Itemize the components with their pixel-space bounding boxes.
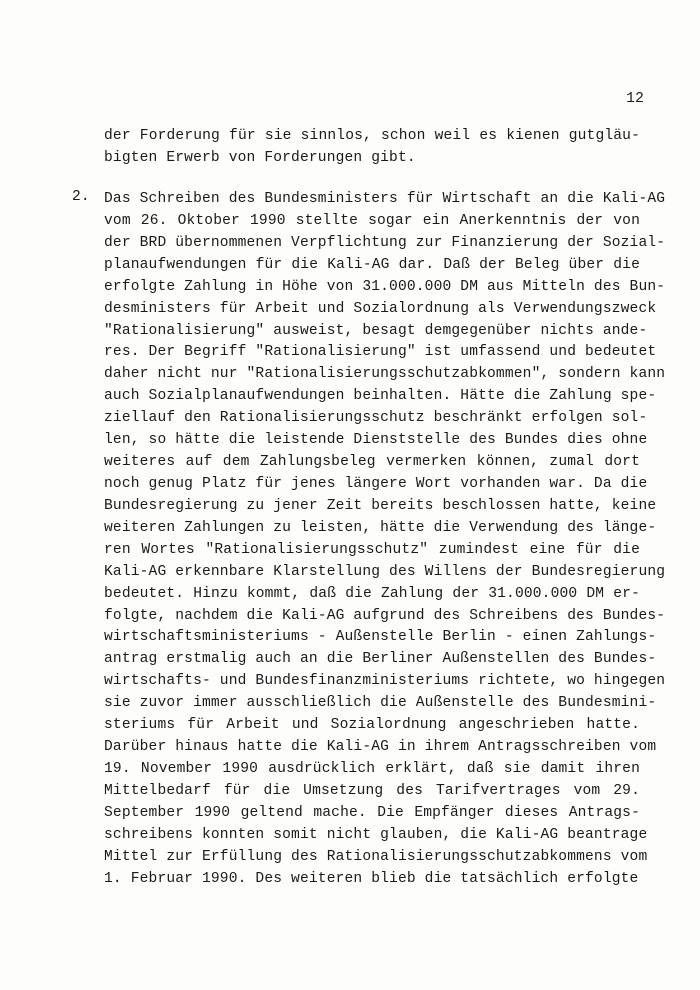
- text-line: vom 26. Oktober 1990 stellte sogar ein Anerkenntnis der von: [104, 212, 640, 229]
- text-line: daher nicht nur "Rationalisierungsschutzabkommen", sondern kann: [104, 366, 666, 383]
- text-line: bedeutet. Hinzu kommt, daß die Zahlung der 31.000.000 DM er-: [104, 585, 640, 602]
- text-line: steriums für Arbeit und Sozialordnung angeschrieben hatte.: [104, 717, 640, 734]
- text-line: schreibens konnten somit nicht glauben, die Kali-AG beantrage: [104, 826, 648, 843]
- text-line: res. Der Begriff "Rationalisierung" ist umfassend und bedeutet: [104, 344, 657, 361]
- list-item-number: 2.: [72, 189, 90, 205]
- text-line: wirtschaftsministeriums - Außenstelle Berlin - einen Zahlungs-: [104, 629, 657, 646]
- text-line: 19. November 1990 ausdrücklich erklärt, daß sie damit ihren: [104, 760, 640, 777]
- text-line: sie zuvor immer ausschließlich die Außenstelle des Bundesmini-: [104, 695, 657, 712]
- text-line: 1. Februar 1990. Des weiteren blieb die tatsächlich erfolgte: [104, 870, 639, 887]
- text-line: Kali-AG erkennbare Klarstellung des Willens der Bundesregierung: [104, 563, 666, 580]
- text-line: Darüber hinaus hatte die Kali-AG in ihrem Antragsschreiben vom: [104, 739, 657, 756]
- text-line: Mittel zur Erfüllung des Rationalisierungsschutzabkommens vom: [104, 848, 648, 865]
- text-line: planaufwendungen für die Kali-AG dar. Daß der Beleg über die: [104, 256, 640, 273]
- text-line: weiteres auf dem Zahlungsbeleg vermerken können, zumal dort: [104, 454, 640, 471]
- text-line: September 1990 geltend mache. Die Empfänger dieses Antrags-: [104, 804, 640, 821]
- text-line: antrag erstmalig auch an die Berliner Außenstellen des Bundes-: [104, 651, 657, 668]
- text-line: erfolgte Zahlung in Höhe von 31.000.000 DM aus Mitteln des Bun-: [104, 278, 666, 295]
- text-line: ziellauf den Rationalisierungsschutz beschränkt erfolgen sol-: [104, 410, 648, 427]
- text-line: Das Schreiben des Bundesministers für Wirtschaft an die Kali-AG: [104, 191, 666, 207]
- intro-paragraph: [104, 126, 640, 170]
- text-line: noch genug Platz für jenes längere Wort vorhanden war. Da die: [104, 475, 648, 492]
- text-line: Bundesregierung zu jener Zeit bereits beschlossen hatte, keine: [104, 497, 657, 514]
- page-number: 12: [626, 91, 644, 107]
- text-line: weiteren Zahlungen zu leisten, hätte die Verwendung des länge-: [104, 519, 657, 536]
- text-line: "Rationalisierung" ausweist, besagt demgegenüber nichts ande-: [104, 322, 648, 339]
- text-line: Mittelbedarf für die Umsetzung des Tarifvertrages vom 29.: [104, 782, 640, 799]
- list-item-body: [104, 189, 666, 891]
- text-line: wirtschafts- und Bundesfinanzministeriums richtete, wo hingegen: [104, 673, 666, 690]
- text-line: desministers für Arbeit und Sozialordnung als Verwendungszweck: [104, 300, 657, 317]
- text-line: auch Sozialplanaufwendungen beinhalten. Hätte die Zahlung spe-: [104, 388, 657, 405]
- text-line: der BRD übernommenen Verpflichtung zur Finanzierung der Sozial-: [104, 234, 666, 251]
- text-line: bigten Erwerb von Forderungen gibt.: [104, 149, 416, 166]
- text-line: len, so hätte die leistende Dienststelle des Bundes dies ohne: [104, 432, 648, 449]
- text-line: der Forderung für sie sinnlos, schon weil es kienen gutgläu-: [104, 128, 640, 144]
- text-line: ren Wortes "Rationalisierungsschutz" zumindest eine für die: [104, 541, 640, 558]
- text-line: folgte, nachdem die Kali-AG aufgrund des Schreibens des Bundes-: [104, 607, 666, 624]
